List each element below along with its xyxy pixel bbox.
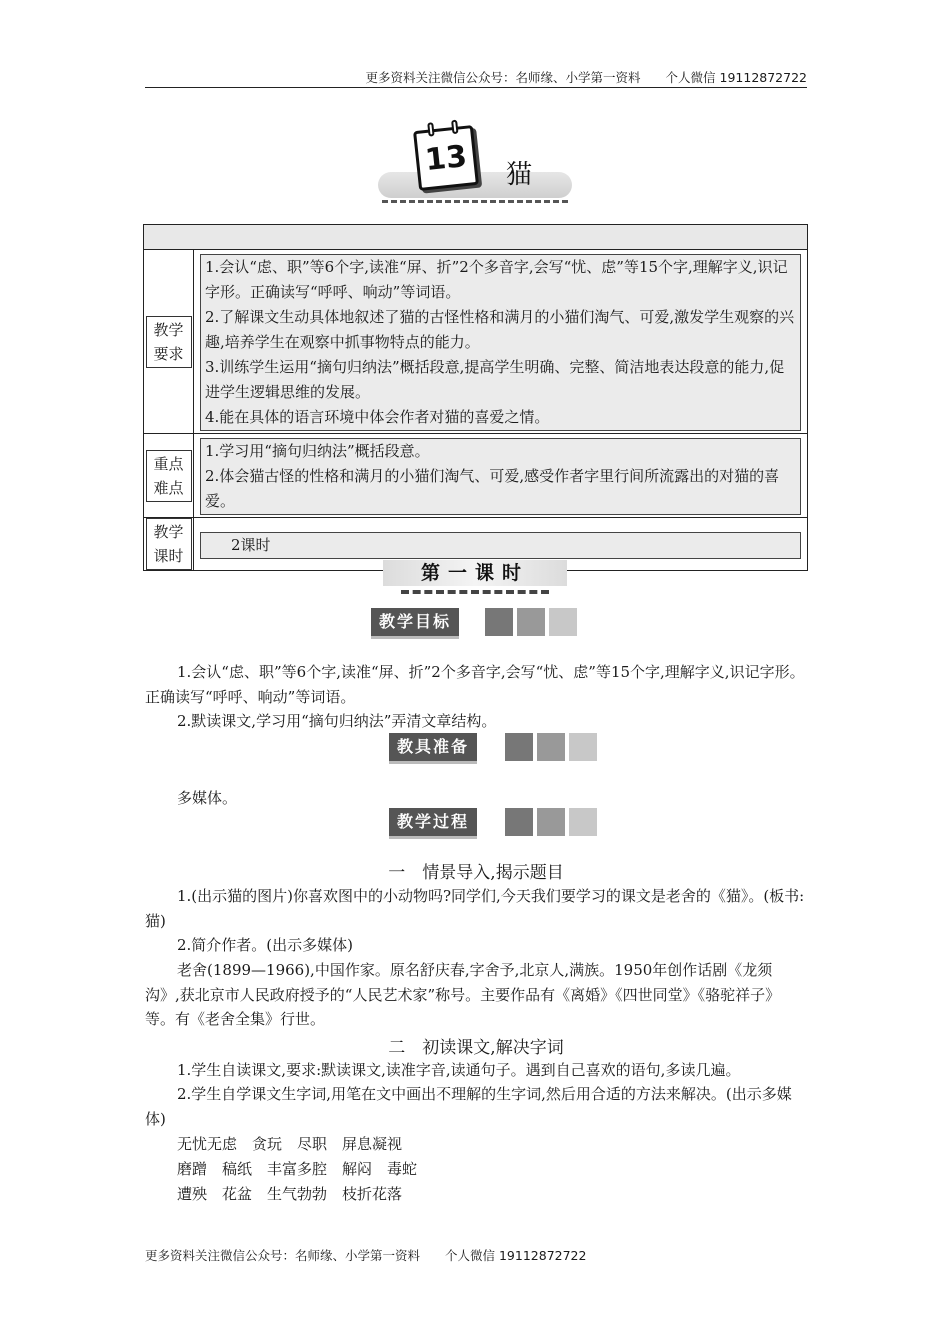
part1-paragraph: 1.(出示猫的图片)你喜欢图中的小动物吗?同学们,今天我们要学习的课文是老舍的《猫》。(板书:猫) <box>145 887 805 930</box>
section-square-mid <box>537 808 565 836</box>
first-class-banner <box>383 558 567 598</box>
row-label-cell <box>144 434 194 518</box>
calendar-icon <box>413 125 479 191</box>
section-title: 教学过程 <box>389 808 477 836</box>
header-text: 更多资料关注微信公众号：名师缘、小学第一资料 个人微信 19112872722 <box>365 70 807 85</box>
section-square-dark <box>485 608 513 636</box>
section-square-light <box>569 808 597 836</box>
calendar-ring <box>427 122 434 137</box>
row-content-cell <box>194 250 808 434</box>
lesson-title-banner <box>378 120 572 208</box>
section-square-mid <box>537 733 565 761</box>
section-square-light <box>549 608 577 636</box>
requirement-line: 2.了解课文生动具体地叙述了猫的古怪性格和满月的小猫们淘气、可爱,激发学生观察的兴趣,培养学生在观察中抓事物特点的能力。 <box>205 308 795 351</box>
key-point-line: 1.学习用“摘句归纳法”概括段意。 <box>205 442 430 460</box>
section-square-light <box>569 733 597 761</box>
part2-heading: 二 初读课文,解决字词 <box>388 1038 564 1058</box>
requirement-line: 3.训练学生运用“摘句归纳法”概括段意,提高学生明确、完整、简洁地表达段意的能力,促进学生逻辑思维的发展。 <box>205 358 785 401</box>
table-row <box>144 434 808 518</box>
lesson-title: 猫 <box>506 160 533 190</box>
lesson-number: 13 <box>423 138 469 179</box>
part1-paragraph: 老舍(1899—1966),中国作家。原名舒庆春,字舍予,北京人,满族。1950年创作话剧《龙须沟》,获北京市人民政府授予的“人民艺术家”称号。主要作品有《离婚》《四世同堂》《骆驼祥子》等。有《老舍全集》行世。 <box>145 961 781 1028</box>
part1-heading: 一 情景导入,揭示题目 <box>388 863 564 883</box>
table-row <box>144 250 808 434</box>
lesson-info-table <box>143 224 808 571</box>
part1-paragraph: 2.简介作者。(出示多媒体) <box>177 936 354 954</box>
requirement-line: 4.能在具体的语言环境中体会作者对猫的喜爱之情。 <box>205 408 550 426</box>
part2-paragraph: 2.学生自学课文生字词,用笔在文中画出不理解的生字词,然后用合适的方法来解决。(出示多媒体) <box>145 1085 792 1128</box>
class-hours-line: 2课时 <box>231 535 271 554</box>
section-goals-heading <box>371 608 581 642</box>
section-process-heading <box>389 808 599 842</box>
table-top-bar-cell <box>144 225 808 250</box>
part2-paragraph: 1.学生自读课文,要求:默读课文,读准字音,读通句子。遇到自己喜欢的语句,多读几遍。 <box>177 1061 741 1079</box>
word-row: 磨蹭 稿纸 丰富多腔 解闷 毒蛇 <box>177 1160 418 1178</box>
section-square-mid <box>517 608 545 636</box>
page-header <box>145 66 807 88</box>
first-class-dashes <box>401 590 549 594</box>
requirements-box <box>200 254 801 431</box>
section-square-dark <box>505 808 533 836</box>
goal-paragraph: 1.会认“虑、职”等6个字,读准“屏、折”2个多音字,会写“忧、虑”等15个字,理解字义,识记字形。正确读写“呼呼、响动”等词语。 <box>145 663 805 706</box>
goal-paragraph: 2.默读课文,学习用“摘句归纳法”弄清文章结构。 <box>177 712 497 730</box>
class-hours-box <box>200 532 801 559</box>
word-row: 无忧无虑 贪玩 尽职 屏息凝视 <box>177 1135 403 1153</box>
page-footer: 更多资料关注微信公众号：名师缘、小学第一资料 个人微信 19112872722 <box>145 1248 587 1263</box>
tools-paragraph: 多媒体。 <box>177 789 238 807</box>
calendar-ring <box>451 120 458 135</box>
section-title: 教具准备 <box>389 733 477 761</box>
key-points-box <box>200 438 801 515</box>
row-label-cell <box>144 250 194 434</box>
word-row: 遭殃 花盆 生气勃勃 枝折花落 <box>177 1185 403 1203</box>
row-label: 教学要求 <box>146 316 192 368</box>
title-dashes <box>382 200 568 203</box>
section-tools-heading <box>389 733 599 767</box>
key-point-line: 2.体会猫古怪的性格和满月的小猫们淘气、可爱,感受作者字里行间所流露出的对猫的喜爱。 <box>205 467 780 510</box>
section-title: 教学目标 <box>371 608 459 636</box>
section-square-dark <box>505 733 533 761</box>
row-label: 重点难点 <box>146 450 192 502</box>
row-label-cell <box>144 518 194 571</box>
requirement-line: 1.会认“虑、职”等6个字,读准“屏、折”2个多音字,会写“忧、虑”等15个字,理解字义,识记字形。正确读写“呼呼、响动”等词语。 <box>205 258 788 301</box>
row-content-cell <box>194 434 808 518</box>
table-top-bar <box>144 225 808 250</box>
row-label: 教学课时 <box>146 518 192 570</box>
first-class-title: 第一课时 <box>420 562 529 584</box>
